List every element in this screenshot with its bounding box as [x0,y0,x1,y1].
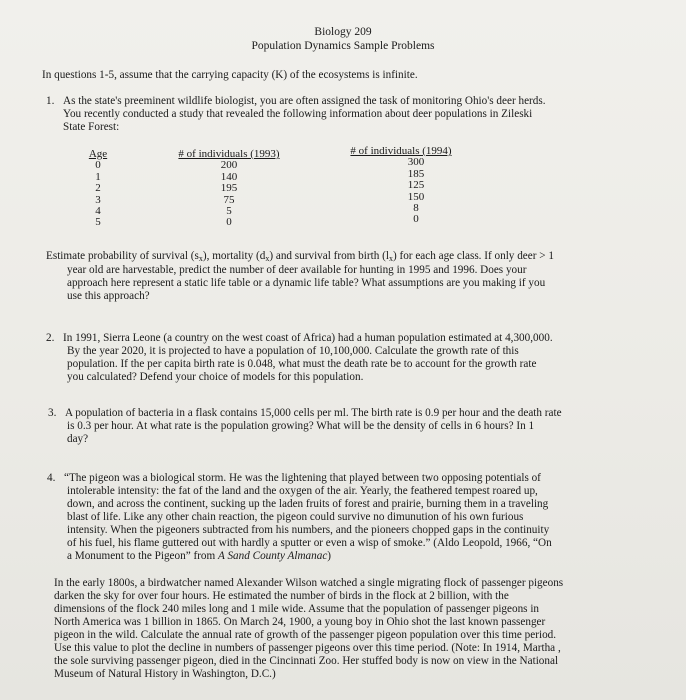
q3-line-1: A population of bacteria in a flask contains 15,000 cells per ml. The birth rate is 0.9 per hour and the death rate [65,407,562,419]
q1-estimate-line-2: year old are harvestable, predict the number of deer available for hunting in 1995 and 1996. Does your [67,264,527,276]
table-cell: 150 [407,190,425,203]
q4-quote-line-6: of his fuel, his flame guttered out with hardly a sputter or even a wisp of smoke.” (Aldo Leopold, 1966, “On [67,537,552,549]
q4-para-line-1: In the early 1800s, a birdwatcher named Alexander Wilson watched a single migrating flock of passenger pigeons [54,577,564,589]
q4-para-line-7: the sole surviving passenger pigeon, died in the Cincinnati Zoo. Her stuffed body is now on view in the National [54,655,559,667]
table-header-1993: # of individuals (1993) [178,148,280,160]
q3-number: 3. [48,407,57,419]
table-header-age: Age [88,148,108,160]
q4-para-line-6: Use this value to plot the decline in numbers of passenger pigeons over this time period. (Note: In 1914, Martha , [54,642,561,654]
table-col-age [80,149,116,229]
table-cell: 200 [220,159,238,172]
q4-number: 4. [47,472,56,484]
table-col-1994 [340,146,462,226]
table-cell: 4 [95,205,101,218]
q1-line-1: As the state's preeminent wildlife biologist, you are often assigned the task of monitoring Ohio's deer herds. [63,95,546,107]
q1-estimate-line-3: approach here represent a static life table or a dynamic life table? What assumptions are you making if you [67,277,546,289]
q1-number: 1. [46,95,55,107]
table-cell: 125 [407,179,425,192]
table-cell: 195 [220,182,238,195]
table-cell: 3 [95,193,101,206]
page-title: Population Dynamics Sample Problems [251,40,435,52]
course-title: Biology 209 [314,26,372,38]
table-header-1994: # of individuals (1994) [350,145,452,157]
q2-line-2: By the year 2020, it is projected to have a population of 10,100,000. Calculate the growth rate of this [67,345,519,357]
q4-para-line-3: dimensions of the flock 240 miles long and 1 mile wide. Assume that the population of passenger pigeons in [54,603,540,615]
table-cell: 5 [95,216,101,229]
q3-line-2: is 0.3 per hour. At what rate is the population growing? What will be the density of cells in 6 hours? In 1 [67,420,535,432]
table-cell: 8 [413,202,419,215]
q2-number: 2. [46,332,55,344]
q4-quote-line-5: intensity. When the pigeoners subtracted from his numbers, and the pioneers chopped gaps in the continuity [67,524,550,536]
q4-para-line-8: Museum of Natural History in Washington, D.C.) [54,668,276,680]
q4-quote-line-7: a Monument to the Pigeon” from A Sand County Almanac) [67,550,332,562]
table-col-1993 [170,149,288,229]
table-cell: 5 [226,205,232,218]
q4-para-line-4: North America was 1 billion in 1865. On March 24, 1900, a young boy in Ohio shot the last known passenger [54,616,546,628]
table-cell: 185 [407,167,425,180]
table-cell: 1 [95,170,101,183]
q2-line-1: In 1991, Sierra Leone (a country on the west coast of Africa) had a human population estimated at 4,300,000. [63,332,553,344]
q4-para-line-5: pigeon in the wild. Calculate the annual rate of growth of the passenger pigeon population over this time period. [54,629,557,641]
q1-line-3: State Forest: [63,121,120,133]
table-cell: 0 [226,216,232,229]
table-cell: 300 [407,156,425,169]
q1-estimate-line-1: Estimate probability of survival $(s_x)$, mortality $(d_x)$ and survival from birth $(l_x)$ for each age class. If only deer > 1 [46,250,554,263]
book-title: A Sand County Almanac [218,550,328,562]
q2-line-3: population. If the per capita birth rate is 0.048, what must the death rate be to account for the growth rate [67,358,537,370]
q4-quote-line-1: “The pigeon was a biological storm. He was the lightening that played between two opposing potentials of [64,472,541,484]
q3-line-3: day? [67,433,89,445]
q4-quote-line-3: down, and across the continent, sucking up the laden fruits of forest and prairie, burning them in a traveling [67,498,549,510]
table-cell: 140 [220,170,238,183]
table-cell: 2 [95,182,101,195]
q1-line-2: You recently conducted a study that revealed the following information about deer populations in Zileski [63,108,533,120]
table-cell: 0 [413,213,419,226]
table-cell: 0 [95,159,101,172]
q4-quote-line-2: intolerable intensity: the fat of the land and the oxygen of the air. Yearly, the feathered tempest roared up, [67,485,538,497]
table-cell: 75 [223,193,235,206]
q1-estimate-line-4: use this approach? [67,290,150,302]
q2-line-4: you calculated? Defend your choice of models for this population. [67,371,364,383]
intro-text: In questions 1-5, assume that the carrying capacity (K) of the ecosystems is infinite. [42,69,418,81]
q4-quote-line-4: blast of life. Like any other chain reaction, the pigeon could survive no dimunution of his own furious [67,511,524,523]
q4-para-line-2: darken the sky for over four hours. He estimated the number of birds in the flock at 2 billion, with the [54,590,509,602]
